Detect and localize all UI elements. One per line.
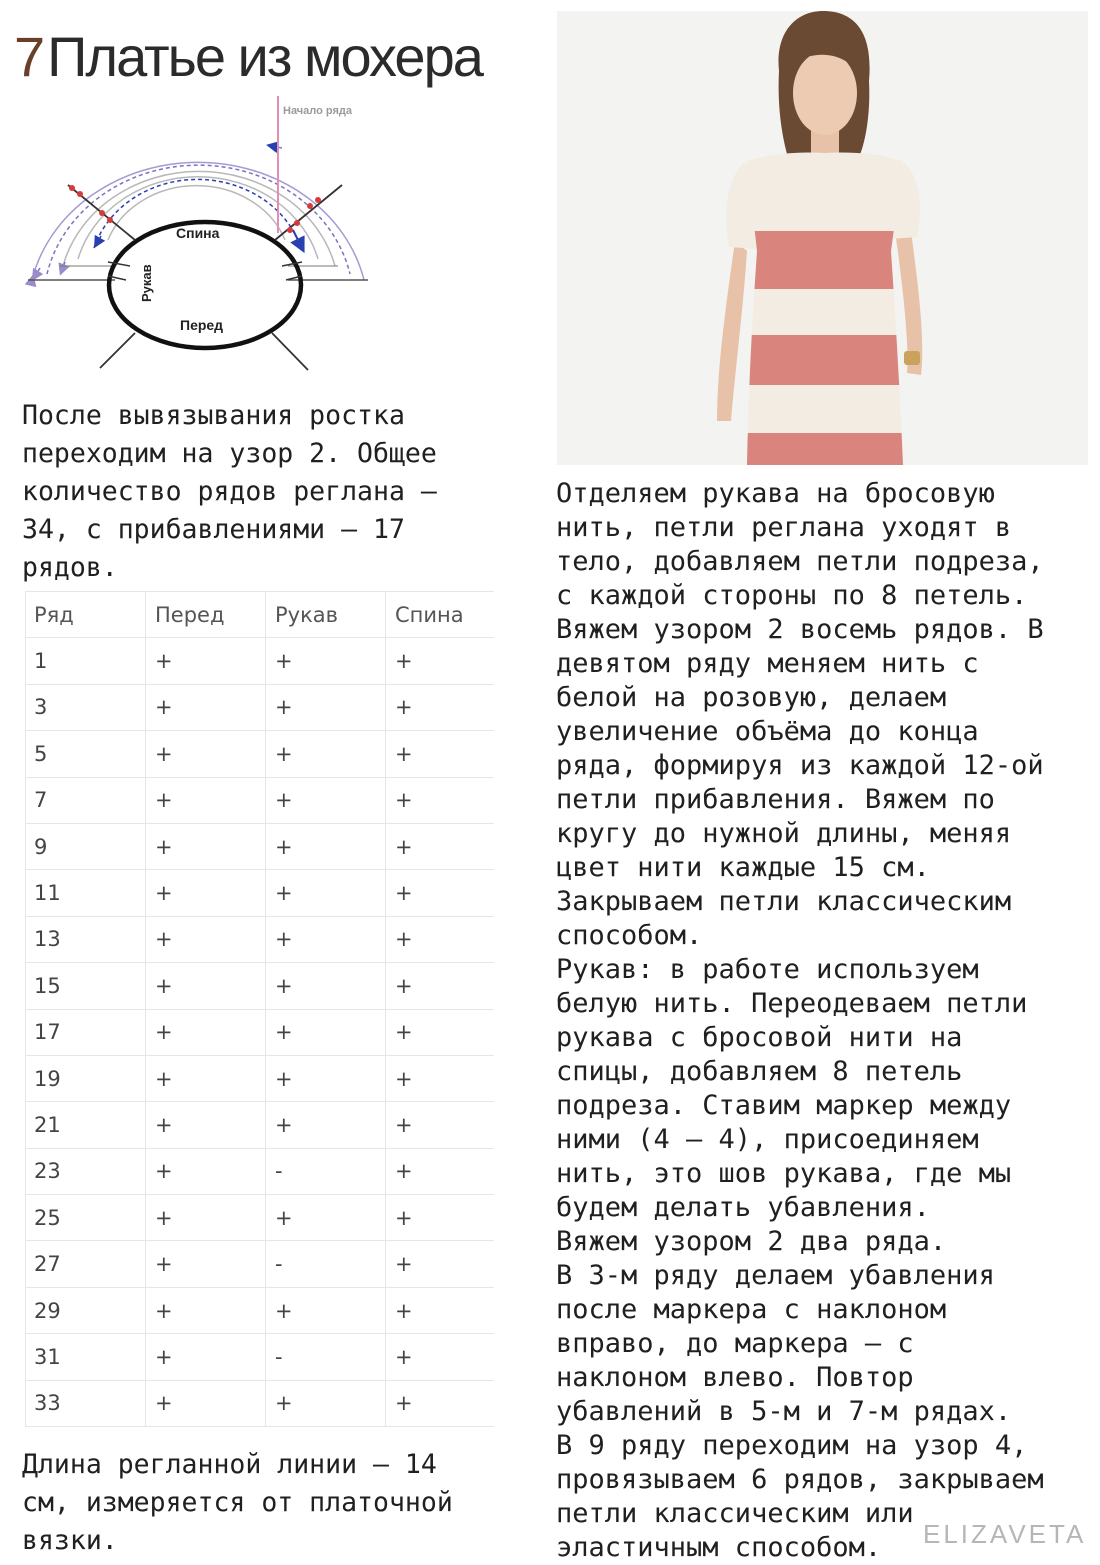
row-number: 29	[26, 1287, 146, 1333]
raglan-diagram	[20, 90, 370, 380]
row-number: 15	[26, 963, 146, 1009]
cell-sleeve: +	[266, 1055, 386, 1101]
raglan-length-paragraph: Длина регланной линии – 14 см, измеряется от платочной вязки.	[22, 1449, 453, 1556]
cell-front: +	[146, 1148, 266, 1194]
cell-sleeve: +	[266, 916, 386, 962]
table-row	[26, 1009, 494, 1055]
cell-back: +	[386, 1334, 494, 1380]
table-row	[26, 1241, 494, 1287]
title-number: 7	[14, 25, 44, 88]
table-row	[26, 823, 494, 869]
row-number: 19	[26, 1055, 146, 1101]
cell-back: +	[386, 777, 494, 823]
cell-back: +	[386, 1148, 494, 1194]
table-row	[26, 638, 494, 684]
cell-back: +	[386, 1102, 494, 1148]
cell-sleeve: +	[266, 823, 386, 869]
row-number: 17	[26, 1009, 146, 1055]
cell-front: +	[146, 1241, 266, 1287]
author-signature: ELIZAVETA	[923, 1519, 1087, 1549]
cell-back: +	[386, 1055, 494, 1101]
cell-sleeve: +	[266, 1287, 386, 1333]
cell-sleeve: -	[266, 1148, 386, 1194]
cell-back: +	[386, 684, 494, 730]
row-number: 31	[26, 1334, 146, 1380]
start-row-label: Начало ряда	[283, 105, 353, 117]
cell-front: +	[146, 638, 266, 684]
cell-sleeve: +	[266, 777, 386, 823]
header-sleeve: Рукав	[266, 592, 386, 638]
cell-front: +	[146, 1055, 266, 1101]
row-number: 27	[26, 1241, 146, 1287]
table-row	[26, 1334, 494, 1380]
row-number: 5	[26, 731, 146, 777]
row-number: 3	[26, 684, 146, 730]
table-row	[26, 963, 494, 1009]
intro-paragraph: После вывязывания ростка переходим на узор 2. Общее количество рядов реглана – 34, с прибавлениями – 17 рядов.	[22, 400, 437, 583]
cell-front: +	[146, 1334, 266, 1380]
back-label: Спина	[176, 225, 220, 241]
dress-photo	[557, 11, 1088, 465]
row-number: 11	[26, 870, 146, 916]
cell-front: +	[146, 916, 266, 962]
cell-front: +	[146, 963, 266, 1009]
sleeve-label: Рукав	[139, 264, 154, 302]
cell-sleeve: -	[266, 1334, 386, 1380]
cell-sleeve: +	[266, 1102, 386, 1148]
title-text: Платье из мохера	[47, 25, 482, 88]
row-number: 9	[26, 823, 146, 869]
cell-front: +	[146, 1009, 266, 1055]
cell-back: +	[386, 731, 494, 777]
instructions-paragraph: Отделяем рукава на бросовую нить, петли реглана уходят в тело, добавляем петли подреза, с каждой стороны по 8 петель. Вяжем узором 2 восемь рядов. В девятом ряду меняем нить с белой на розовую, делаем увеличение объёма до конца ряда, формируя из каждой 12-ой петли прибавления. Вяжем по кругу до нужной длины, меняя цвет нити каждые 15 см. Закрываем петли классическим способом. Рукав: в работе используем белую нить. Переодеваем петли рукава с бросовой нити на спицы, добавляем 8 петель подреза. Ставим маркер между ними (4 – 4), присоединяем нить, это шов рукава, где мы будем делать убавления. Вяжем узором 2 два ряда. В 3-м ряду делаем убавления после маркера с наклоном вправо, до маркера – с наклоном влево. Повтор убавлений в 5-м и 7-м рядах. В 9 ряду переходим на узор 4, провязываем 6 рядов, закрываем петли классическим или эластичным способом.	[556, 478, 1044, 1563]
table-row	[26, 916, 494, 962]
row-number: 1	[26, 638, 146, 684]
cell-front: +	[146, 731, 266, 777]
cell-front: +	[146, 823, 266, 869]
cell-sleeve: +	[266, 638, 386, 684]
raglan-table	[25, 591, 494, 1427]
cell-front: +	[146, 1102, 266, 1148]
row-number: 25	[26, 1195, 146, 1241]
row-number: 13	[26, 916, 146, 962]
cell-back: +	[386, 823, 494, 869]
front-label: Перед	[180, 317, 224, 333]
table-row	[26, 1055, 494, 1101]
table-row	[26, 731, 494, 777]
row-number: 21	[26, 1102, 146, 1148]
cell-back: +	[386, 870, 494, 916]
table-row	[26, 1148, 494, 1194]
cell-front: +	[146, 1195, 266, 1241]
header-front: Перед	[146, 592, 266, 638]
cell-sleeve: +	[266, 731, 386, 777]
table-row	[26, 777, 494, 823]
table-row	[26, 1195, 494, 1241]
cell-front: +	[146, 684, 266, 730]
table-row	[26, 1380, 494, 1426]
cell-sleeve: +	[266, 1380, 386, 1426]
cell-sleeve: -	[266, 1241, 386, 1287]
cell-back: +	[386, 916, 494, 962]
cell-sleeve: +	[266, 963, 386, 1009]
cell-front: +	[146, 1380, 266, 1426]
cell-back: +	[386, 1380, 494, 1426]
cell-back: +	[386, 1287, 494, 1333]
cell-back: +	[386, 963, 494, 1009]
row-number: 7	[26, 777, 146, 823]
cell-sleeve: +	[266, 870, 386, 916]
cell-sleeve: +	[266, 1195, 386, 1241]
header-back: Спина	[386, 592, 494, 638]
cell-front: +	[146, 1287, 266, 1333]
cell-back: +	[386, 1195, 494, 1241]
header-row-number: Ряд	[26, 592, 146, 638]
cell-front: +	[146, 777, 266, 823]
table-row	[26, 870, 494, 916]
table-row	[26, 684, 494, 730]
table-header-row	[26, 592, 494, 638]
table-row	[26, 1102, 494, 1148]
cell-back: +	[386, 1241, 494, 1287]
cell-back: +	[386, 638, 494, 684]
cell-front: +	[146, 870, 266, 916]
cell-sleeve: +	[266, 1009, 386, 1055]
table-row	[26, 1287, 494, 1333]
row-number: 23	[26, 1148, 146, 1194]
cell-back: +	[386, 1009, 494, 1055]
page-title	[14, 18, 482, 96]
row-number: 33	[26, 1380, 146, 1426]
cell-sleeve: +	[266, 684, 386, 730]
